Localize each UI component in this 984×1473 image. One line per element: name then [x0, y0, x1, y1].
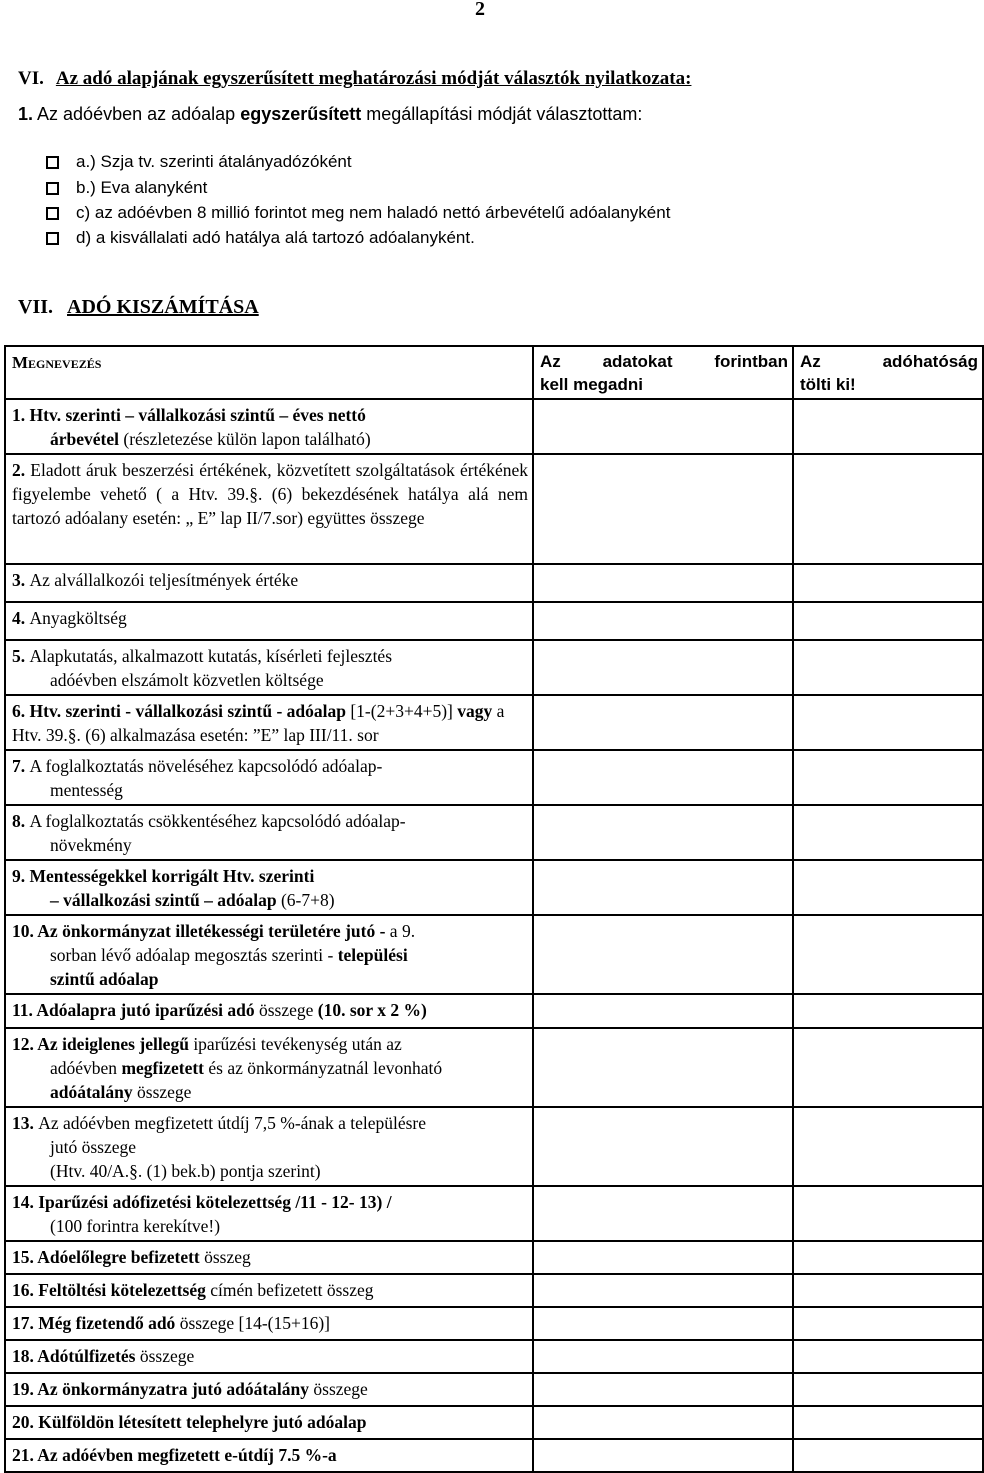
row-text: jutó összege	[50, 1137, 137, 1157]
table-row	[5, 1406, 983, 1439]
section-6-heading: Az adó alapjának egyszerűsített meghatározási módját választók nyilatkozata:	[55, 68, 692, 89]
row-label	[5, 1406, 533, 1439]
table-row	[5, 860, 983, 915]
row-number: 12.	[12, 1034, 38, 1054]
row-number: 4.	[12, 608, 30, 628]
row-text: vagy	[457, 701, 493, 721]
section-7-heading: ADÓ KISZÁMÍTÁSA	[67, 296, 259, 318]
amount-input-cell[interactable]	[533, 399, 793, 454]
authority-cell	[793, 399, 983, 454]
amount-input-cell[interactable]	[533, 602, 793, 640]
page-number: 2	[475, 0, 485, 20]
row-text: Adóalapra jutó iparűzési adó	[36, 1000, 255, 1020]
header-authority-line2: tölti ki!	[800, 375, 856, 394]
row-number: 8.	[12, 811, 30, 831]
authority-cell	[793, 1373, 983, 1406]
row-number: 20.	[12, 1412, 39, 1432]
row-label	[5, 1186, 533, 1241]
row-text: mentesség	[50, 780, 123, 800]
row-label	[5, 860, 533, 915]
row-text: megfizetett	[121, 1058, 205, 1078]
row-label	[5, 1107, 533, 1186]
row-number: 14.	[12, 1192, 39, 1212]
row-text: Eladott áruk beszerzési értékének, közvetített szolgáltatások értékének figyelembe vehető ( a Htv. 39.§. (6) bekezdésének hatálya alá nem tartozó adóalany esetén: „ E” lap II/7.sor) együttes összege	[12, 460, 528, 528]
option-a[interactable]	[46, 152, 352, 172]
row-label	[5, 1373, 533, 1406]
amount-input-cell[interactable]	[533, 1028, 793, 1107]
authority-cell	[793, 640, 983, 695]
table-row	[5, 750, 983, 805]
row-number: 7.	[12, 756, 30, 776]
authority-cell	[793, 1107, 983, 1186]
amount-input-cell[interactable]	[533, 695, 793, 750]
row-text: adóévben	[50, 1058, 122, 1078]
table-row	[5, 994, 983, 1028]
option-b[interactable]	[46, 178, 207, 198]
authority-cell	[793, 695, 983, 750]
row-text: – vállalkozási szintű – adóalap	[50, 890, 277, 910]
row-label	[5, 640, 533, 695]
header-forint-line2: kell megadni	[540, 375, 643, 394]
table-row	[5, 1373, 983, 1406]
amount-input-cell[interactable]	[533, 1307, 793, 1340]
tax-calculation-table	[4, 345, 984, 1473]
row-number: 17.	[12, 1313, 39, 1333]
amount-input-cell[interactable]	[533, 1274, 793, 1307]
amount-input-cell[interactable]	[533, 1241, 793, 1274]
row-text: Feltöltési kötelezettség	[38, 1280, 206, 1300]
table-row	[5, 1186, 983, 1241]
table-row	[5, 1340, 983, 1373]
option-a-label: a.) Szja tv. szerinti átalányadózóként	[76, 152, 352, 171]
option-c[interactable]	[46, 203, 670, 223]
table-row	[5, 602, 983, 640]
authority-cell	[793, 1340, 983, 1373]
table-row	[5, 1241, 983, 1274]
row-label	[5, 564, 533, 602]
header-authority	[793, 346, 983, 399]
table-row	[5, 399, 983, 454]
section-6-title	[18, 68, 691, 90]
table-row	[5, 1307, 983, 1340]
amount-input-cell[interactable]	[533, 1406, 793, 1439]
row-text: (6-7+8)	[276, 890, 335, 910]
row-number: 21.	[12, 1445, 38, 1465]
row-text: Iparűzési adófizetési kötelezettség /11 - 12- 13) /	[38, 1192, 392, 1212]
amount-input-cell[interactable]	[533, 915, 793, 994]
authority-cell	[793, 1274, 983, 1307]
row-number: 5.	[12, 646, 30, 666]
row-text: adóátalány	[50, 1082, 133, 1102]
table-header-row	[5, 346, 983, 399]
row-label	[5, 750, 533, 805]
authority-cell	[793, 994, 983, 1028]
row-number: 10.	[12, 921, 38, 941]
intro-pre: Az adóévben az adóalap	[37, 104, 236, 124]
checkbox-d[interactable]	[46, 232, 59, 245]
table-row	[5, 564, 983, 602]
section-6-intro	[18, 104, 642, 125]
row-text: a Htv. 39.§. (6) alkalmazása esetén: ”E” lap III/11. sor	[12, 701, 505, 745]
authority-cell	[793, 1186, 983, 1241]
intro-number: 1.	[18, 104, 34, 124]
authority-cell	[793, 1307, 983, 1340]
row-text: Az adóévben megfizetett e-útdíj 7.5 %-a	[37, 1445, 337, 1465]
amount-input-cell[interactable]	[533, 1439, 793, 1472]
row-text: összege [14-(15+16)]	[175, 1313, 330, 1333]
row-text: Alapkutatás, alkalmazott kutatás, kísérleti fejlesztés	[29, 646, 393, 666]
row-label	[5, 1340, 533, 1373]
amount-input-cell[interactable]	[533, 994, 793, 1028]
row-text: összege	[135, 1346, 195, 1366]
row-text: (10. sor x 2 %)	[317, 1000, 427, 1020]
row-text: Az alvállalkozói teljesítmények értéke	[29, 570, 299, 590]
row-number: 9.	[12, 866, 30, 886]
amount-input-cell[interactable]	[533, 640, 793, 695]
amount-input-cell[interactable]	[533, 1186, 793, 1241]
row-text: címén befizetett összeg	[205, 1280, 374, 1300]
header-authority-w2: adóhatóság	[882, 352, 978, 371]
row-text: Htv. szerinti - vállalkozási szintű - adóalap	[29, 701, 346, 721]
checkbox-c[interactable]	[46, 207, 59, 220]
row-label	[5, 454, 533, 564]
amount-input-cell[interactable]	[533, 805, 793, 860]
row-text: (részletezése külön lapon található)	[119, 429, 371, 449]
authority-cell	[793, 915, 983, 994]
row-label	[5, 805, 533, 860]
row-number: 2.	[12, 460, 31, 480]
row-number: 13.	[12, 1113, 39, 1133]
checkbox-a[interactable]	[46, 156, 59, 169]
header-forint-w1: Az	[540, 352, 561, 371]
row-text: A foglalkoztatás csökkentéséhez kapcsolódó adóalap-	[29, 811, 406, 831]
header-megnevezes	[5, 346, 533, 399]
table-row	[5, 454, 983, 564]
row-text: Az önkormányzatra jutó adóátalány	[37, 1379, 310, 1399]
table-row	[5, 805, 983, 860]
amount-input-cell[interactable]	[533, 454, 793, 564]
intro-post: megállapítási módját választottam:	[366, 104, 643, 124]
table-row	[5, 1274, 983, 1307]
row-text: Anyagköltség	[29, 608, 127, 628]
authority-cell	[793, 860, 983, 915]
row-text: összeg	[199, 1247, 251, 1267]
row-text: árbevétel	[50, 429, 119, 449]
row-text: települési	[337, 945, 408, 965]
row-text: növekmény	[50, 835, 132, 855]
row-number: 18.	[12, 1346, 38, 1366]
authority-cell	[793, 805, 983, 860]
option-c-label: c) az adóévben 8 millió forintot meg nem haladó nettó árbevételű adóalanyként	[76, 203, 671, 222]
table-row	[5, 695, 983, 750]
amount-input-cell[interactable]	[533, 1340, 793, 1373]
row-text: Külföldön létesített telephelyre jutó adóalap	[38, 1412, 367, 1432]
option-b-label: b.) Eva alanyként	[76, 178, 208, 197]
row-text: Még fizetendő adó	[38, 1313, 176, 1333]
authority-cell	[793, 1241, 983, 1274]
row-text: Az ideiglenes jellegű	[37, 1034, 189, 1054]
row-text: adóévben elszámolt közvetlen költsége	[50, 670, 324, 690]
amount-input-cell[interactable]	[533, 1107, 793, 1186]
row-text: iparűzési tevékenység után az	[188, 1034, 402, 1054]
header-forint	[533, 346, 793, 399]
row-label	[5, 994, 533, 1028]
row-text: Mentességekkel korrigált Htv. szerinti	[29, 866, 315, 886]
row-text: (100 forintra kerekítve!)	[50, 1216, 221, 1236]
row-label	[5, 602, 533, 640]
row-text: összege	[309, 1379, 368, 1399]
row-text: A foglalkoztatás növeléséhez kapcsolódó adóalap-	[29, 756, 383, 776]
authority-cell	[793, 1406, 983, 1439]
amount-input-cell[interactable]	[533, 1373, 793, 1406]
header-megnevezes-label: Megnevezés	[12, 353, 102, 372]
row-text: szintű adóalap	[50, 969, 159, 989]
authority-cell	[793, 454, 983, 564]
row-text: (Htv. 40/A.§. (1) bek.b) pontja szerint)	[50, 1161, 321, 1181]
row-text: Az önkormányzat illetékességi területére jutó -	[37, 921, 386, 941]
table-row	[5, 1439, 983, 1472]
row-text: és az önkormányzatnál levonható	[204, 1058, 443, 1078]
table-row	[5, 640, 983, 695]
authority-cell	[793, 602, 983, 640]
row-text: Adóelőlegre befizetett	[37, 1247, 200, 1267]
row-label	[5, 1028, 533, 1107]
row-number: 16.	[12, 1280, 39, 1300]
row-text: a 9.	[385, 921, 416, 941]
table-row	[5, 1107, 983, 1186]
checkbox-b[interactable]	[46, 182, 59, 195]
header-forint-w2: adatokat	[602, 352, 673, 371]
authority-cell	[793, 750, 983, 805]
row-number: 19.	[12, 1379, 38, 1399]
row-text: Az adóévben megfizetett útdíj 7,5 %-ának a településre	[38, 1113, 427, 1133]
header-authority-w1: Az	[800, 352, 821, 371]
row-number: 11.	[12, 1000, 37, 1020]
header-forint-w3: forintban	[714, 352, 788, 371]
amount-input-cell[interactable]	[533, 564, 793, 602]
row-text: [1-(2+3+4+5)]	[345, 701, 458, 721]
row-label	[5, 399, 533, 454]
table-row	[5, 1028, 983, 1107]
authority-cell	[793, 1028, 983, 1107]
row-label	[5, 915, 533, 994]
row-label	[5, 1439, 533, 1472]
row-number: 1.	[12, 405, 30, 425]
row-text: sorban lévő adóalap megosztás szerinti -	[50, 945, 338, 965]
section-7-title	[18, 296, 259, 319]
row-label	[5, 1274, 533, 1307]
row-label	[5, 1241, 533, 1274]
row-text: Htv. szerinti – vállalkozási szintű – éves nettó	[29, 405, 366, 425]
row-label	[5, 695, 533, 750]
intro-bold: egyszerűsített	[240, 104, 362, 124]
table-row	[5, 915, 983, 994]
section-6-number: VI.	[18, 68, 44, 89]
row-label	[5, 1307, 533, 1340]
row-text: összege	[254, 1000, 318, 1020]
row-number: 6.	[12, 701, 30, 721]
row-number: 15.	[12, 1247, 38, 1267]
row-text: összege	[132, 1082, 192, 1102]
amount-input-cell[interactable]	[533, 860, 793, 915]
authority-cell	[793, 564, 983, 602]
row-number: 3.	[12, 570, 30, 590]
option-d[interactable]	[46, 228, 475, 248]
authority-cell	[793, 1439, 983, 1472]
amount-input-cell[interactable]	[533, 750, 793, 805]
row-text: Adótúlfizetés	[37, 1346, 136, 1366]
section-7-number: VII.	[18, 296, 54, 318]
option-d-label: d) a kisvállalati adó hatálya alá tartozó adóalanyként.	[76, 228, 475, 247]
